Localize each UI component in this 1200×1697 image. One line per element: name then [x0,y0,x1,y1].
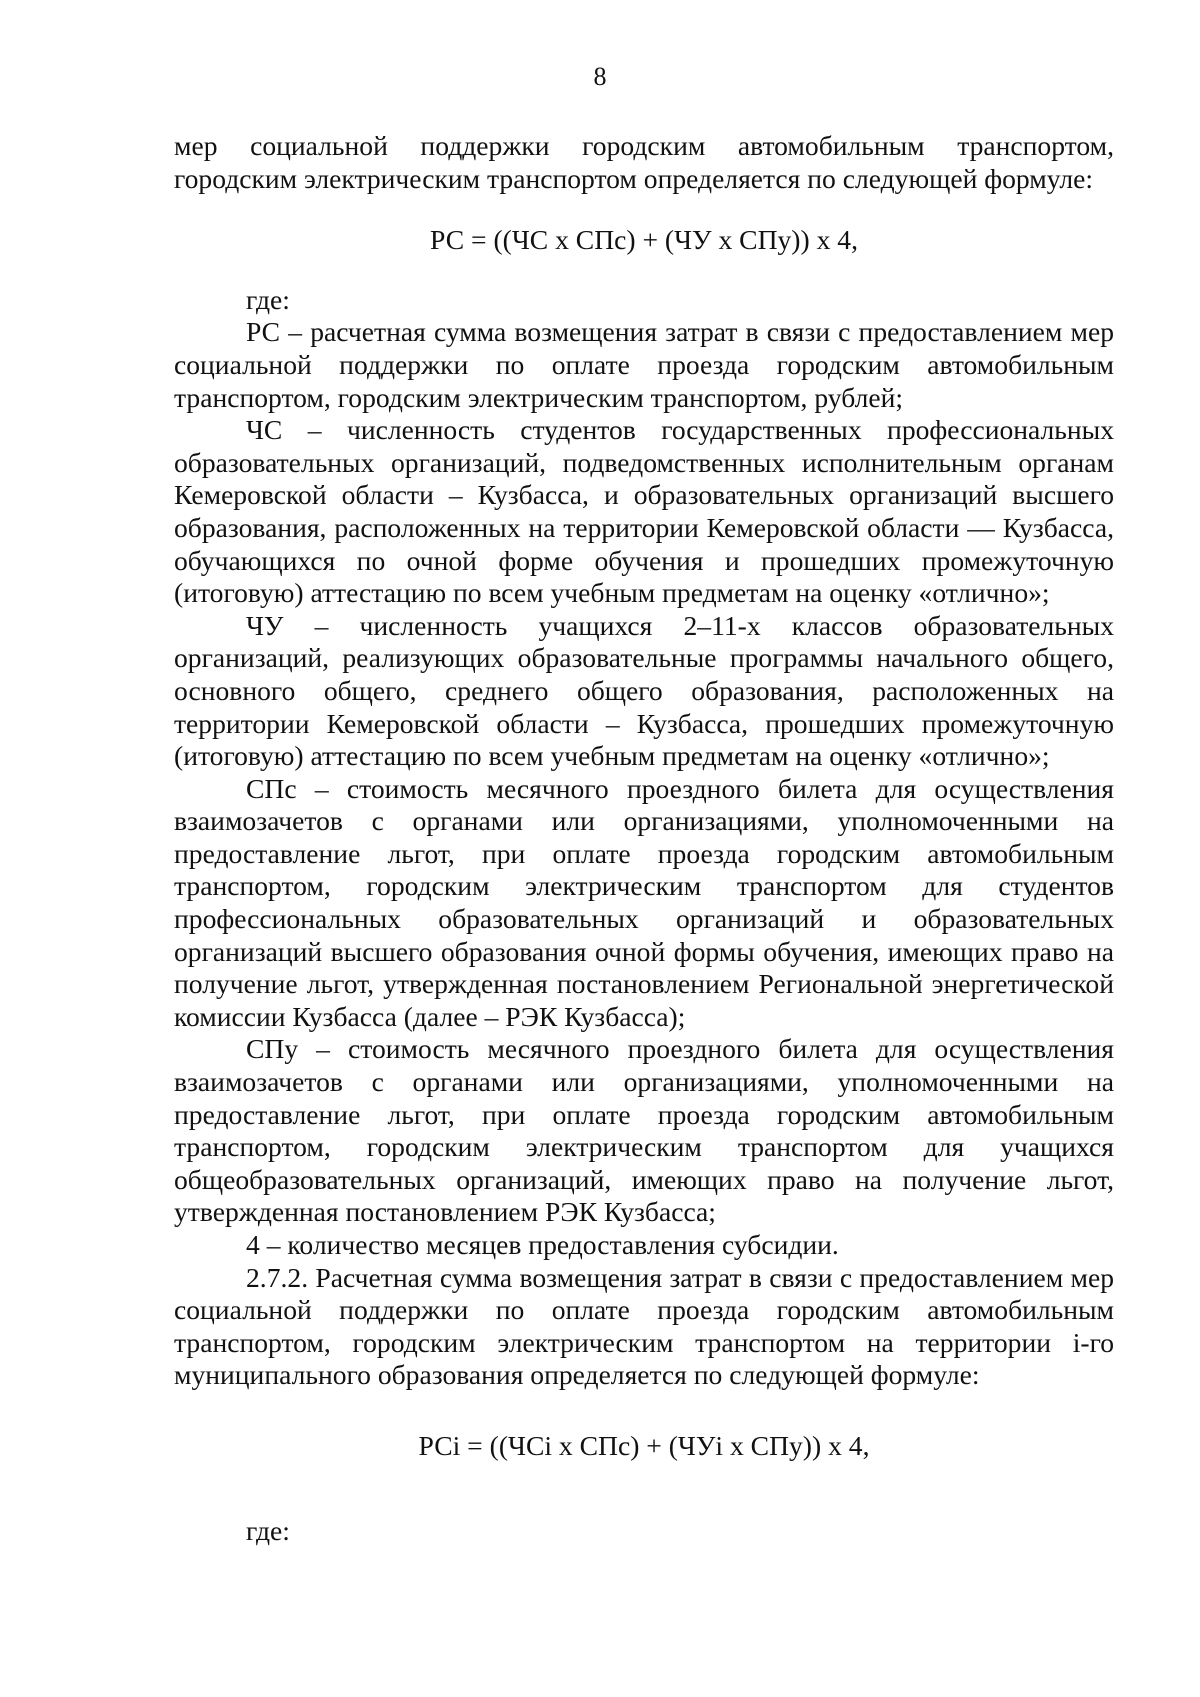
where-label-2: где: [246,1514,290,1546]
formula-rc: РС = ((ЧС х СПс) + (ЧУ х СПу)) х 4, [430,224,858,256]
definition-rc: РС – расчетная сумма возмещения затрат в связи с предоставлением мер социальной поддержки по оплате проезда городским автомобильным транспортом, городским электрическим транспортом, рублей; [174,316,1114,413]
section-2-7-2-paragraph: 2.7.2. Расчетная сумма возмещения затрат в связи с предоставлением мер социальной поддержки по оплате проезда городским автомобильным транспортом, городским электрическим транспортом на территории i-го муниципального образования определяется по следующей формуле: [174,1261,1114,1391]
definition-chs: ЧС – численность студентов государственных профессиональных образовательных организаций, подведомственных исполнительным органам Кемеровской области – Кузбасса, и образовательных организаций высшего образования, расположенных на территории Кемеровской области — Кузбасса, обучающихся по очной форме обучения и прошедших промежуточную (итоговую) аттестацию по всем учебным предметам на оценку «отлично»; [174,414,1114,609]
document-body [174,130,1114,1547]
definition-months: 4 – количество месяцев предоставления субсидии. [246,1229,839,1260]
intro-paragraph: мер социальной поддержки городским автомобильным транспортом, городским электрическим транспортом определяется по следующей формуле: [174,130,1114,194]
definition-chu: ЧУ – численность учащихся 2–11-х классов образовательных организаций, реализующих образовательные программы начального общего, основного общего, среднего общего образования, расположенных на территории Кемеровской области – Кузбасса, прошедших промежуточную (итоговую) аттестацию по всем учебным предметам на оценку «отлично»; [174,609,1114,772]
where-label-1: где: [246,283,290,315]
formula-rci: РСi = ((ЧСi х СПс) + (ЧУi х СПу)) х 4, [418,1429,870,1461]
definition-sps: СПс – стоимость месячного проездного билета для осуществления взаимозачетов с органами или организациями, уполномоченными на предоставление льгот, при оплате проезда городским автомобильным транспортом, городским электрическим транспортом для студентов профессиональных образовательных организаций и образовательных организаций высшего образования очной формы обучения, имеющих право на получение льгот, утвержденная постановлением Региональной энергетической комиссии Кузбасса (далее – РЭК Кузбасса); [174,772,1114,1032]
definition-spu: СПу – стоимость месячного проездного билета для осуществления взаимозачетов с органами или организациями, уполномоченными на предоставление льгот, при оплате проезда городским автомобильным транспортом, городским электрическим транспортом для учащихся общеобразовательных организаций, имеющих право на получение льгот, утвержденная постановлением РЭК Кузбасса; [174,1033,1114,1228]
page-number: 8 [593,62,607,91]
